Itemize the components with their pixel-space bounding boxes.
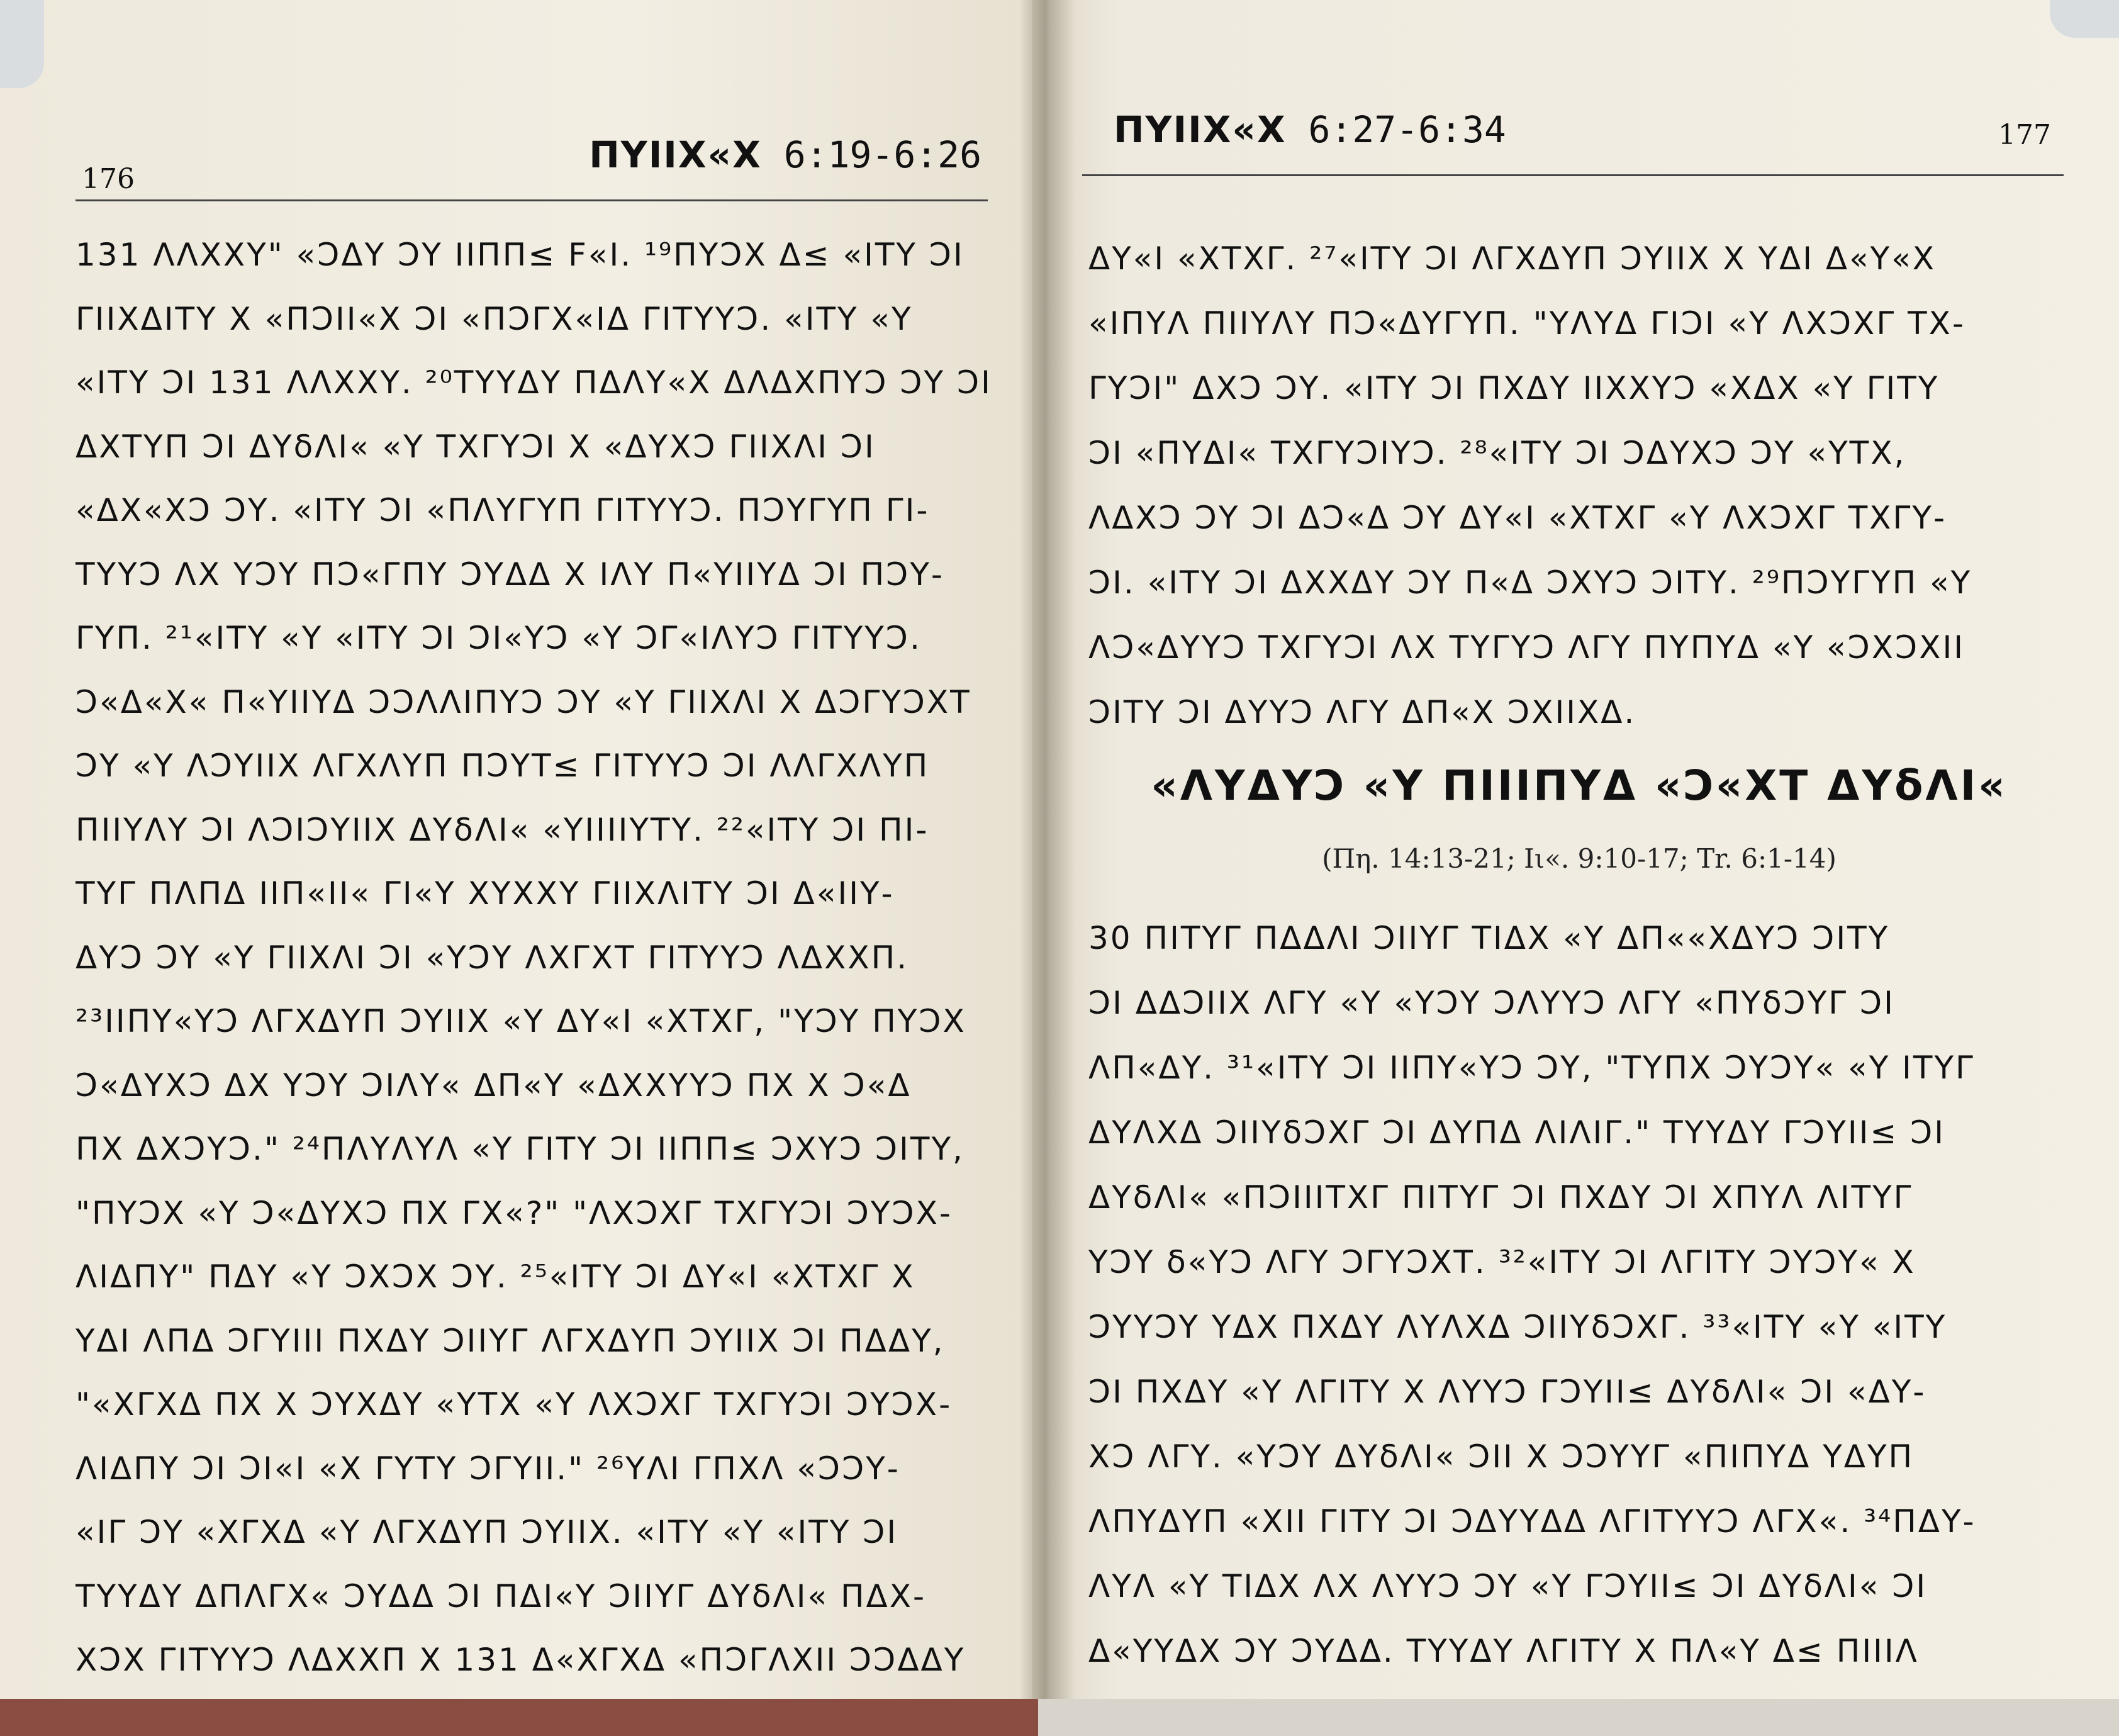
text-line: ΔΧΤΥΠ ϽΙ ΔΥδΛΙ« «Υ ΤΧΓΥϽΙ Χ «ΔΥΧϽ ΓΙΙΧΛΙ ϽΙ: [75, 428, 876, 465]
left-page-header: [75, 120, 988, 195]
text-line: ΛΥΛ «Υ ΤΙΔΧ ΛΧ ΛΥΥϽ ϽΥ «Υ ΓϽΥΙΙ≤ ϽΙ ΔΥδΛΙ« ϽΙ: [1088, 1568, 1928, 1604]
page-number: 177: [1998, 119, 2051, 151]
text-line: ϽΙ ΠΧΔΥ «Υ ΛΓΙΤΥ Χ ΛΥΥϽ ΓϽΥΙΙ≤ ΔΥδΛΙ« ϽΙ «ΔΥ-: [1088, 1374, 1926, 1410]
running-head: [1114, 108, 1506, 151]
text-line: ΛΔΧϽ ϽΥ ϽΙ ΔϽ«Δ ϽΥ ΔΥ«Ι «ΧΤΧΓ «Υ ΛΧϽΧΓ ΤΧΓΥ-: [1088, 500, 1947, 536]
text-line: ΛΙΔΠΥ ϽΙ ϽΙ«Ι «Χ ΓΥΤΥ ϽΓΥΙΙ." ²⁶ΥΛΙ ΓΠΧΛ «ϽϽΥ-: [75, 1450, 900, 1487]
text-line: ΧϽΧ ΓΙΤΥΥϽ ΛΔΧΧΠ Χ 131 Δ«ΧΓΧΔ «ΠϽΓΛΧΙΙ ϽϽΔΔΥ: [75, 1642, 966, 1678]
text-line: «ΙΠΥΛ ΠΙΙΥΛΥ ΠϽ«ΔΥΓΥΠ. "ΥΛΥΔ ΓΙϽΙ «Υ ΛΧϽΧΓ ΤΧ-: [1088, 305, 1965, 342]
left-page: [0, 0, 1054, 1724]
text-line: ϽΥ «Υ ΛϽΥΙΙΧ ΛΓΧΛΥΠ ΠϽΥΤ≤ ΓΙΤΥΥϽ ϽΙ ΛΛΓΧΛΥΠ: [75, 748, 930, 784]
text-line: ΠΙΙΥΛΥ ϽΙ ΛϽΙϽΥΙΙΧ ΔΥδΛΙ« «ΥΙΙΙΙΥΤΥ. ²²«ΙΤΥ ϽΙ ΠΙ-: [75, 811, 929, 848]
running-head-title: ΠΥΙΙΧ«Χ: [589, 133, 762, 176]
text-line: ΤΥΥϽ ΛΧ ΥϽΥ ΠϽ«ΓΠΥ ϽΥΔΔ Χ ΙΛΥ Π«ΥΙΙΥΔ ϽΙ ΠϽΥ-: [75, 556, 944, 593]
text-line: "«ΧΓΧΔ ΠΧ Χ ϽΥΧΔΥ «ΥΤΧ «Υ ΛΧϽΧΓ ΤΧΓΥϽΙ ϽΥϽΧ-: [75, 1386, 953, 1423]
text-line: ΔΥϽ ϽΥ «Υ ΓΙΙΧΛΙ ϽΙ «ΥϽΥ ΛΧΓΧΤ ΓΙΤΥΥϽ ΛΔΧΧΠ.: [75, 939, 909, 976]
text-line: «ΙΤΥ ϽΙ 131 ΛΛΧΧΥ. ²⁰ΤΥΥΔΥ ΠΔΛΥ«Χ ΔΛΔΧΠΥϽ ϽΥ ϽΙ: [75, 364, 992, 401]
text-line: ϽΙΤΥ ϽΙ ΔΥΥϽ ΛΓΥ ΔΠ«Χ ϽΧΙΙΧΔ.: [1088, 694, 1636, 731]
left-page-text: [75, 223, 994, 1693]
running-head-title: ΠΥΙΙΧ«Χ: [1114, 108, 1287, 151]
text-line: ΛΠΥΔΥΠ «ΧΙΙ ΓΙΤΥ ϽΙ ϽΔΥΥΔΔ ΛΓΙΤΥΥϽ ΛΓΧ«. ³⁴ΠΔΥ-: [1088, 1503, 1976, 1540]
header-rule: [1082, 174, 2064, 176]
right-page-text-top: [1088, 227, 2070, 745]
text-line: ΛϽ«ΔΥΥϽ ΤΧΓΥϽΙ ΛΧ ΤΥΓΥϽ ΛΓΥ ΠΥΠΥΔ «Υ «ϽΧϽΧΙΙ: [1088, 629, 1965, 666]
text-line: ϽΥΥϽΥ ΥΔΧ ΠΧΔΥ ΛΥΛΧΔ ϽΙΙΥδϽΧΓ. ³³«ΙΤΥ «Υ «ΙΤΥ: [1088, 1309, 1947, 1345]
text-line: "ΠΥϽΧ «Υ Ͻ«ΔΥΧϽ ΠΧ ΓΧ«?" "ΛΧϽΧΓ ΤΧΓΥϽΙ ϽΥϽΧ-: [75, 1194, 953, 1231]
text-line: ΔΥ«Ι «ΧΤΧΓ. ²⁷«ΙΤΥ ϽΙ ΛΓΧΔΥΠ ϽΥΙΙΧ Χ ΥΔΙ Δ«Υ«Χ: [1088, 240, 1937, 277]
text-line: «ΔΧ«ΧϽ ϽΥ. «ΙΤΥ ϽΙ «ΠΛΥΓΥΠ ΓΙΤΥΥϽ. ΠϽΥΓΥΠ ΓΙ-: [75, 492, 930, 529]
running-head: [589, 133, 981, 176]
page-number: 176: [82, 163, 135, 195]
section-cross-reference: (Πη. 14:13-21; Ιι«. 9:10-17; Τr. 6:1-14): [1322, 843, 1837, 874]
text-line: ΥΔΙ ΛΠΔ ϽΓΥΙΙΙ ΠΧΔΥ ϽΙΙΥΓ ΛΓΧΔΥΠ ϽΥΙΙΧ ϽΙ ΠΔΔΥ,: [75, 1322, 945, 1359]
text-line: «ΙΓ ϽΥ «ΧΓΧΔ «Υ ΛΓΧΔΥΠ ϽΥΙΙΧ. «ΙΤΥ «Υ «ΙΤΥ ϽΙ: [75, 1514, 898, 1550]
running-head-range: 6:27-6:34: [1308, 108, 1506, 151]
text-line: ΠΧ ΔΧϽΥϽ." ²⁴ΠΛΥΛΥΛ «Υ ΓΙΤΥ ϽΙ ΙΙΠΠ≤ ϽΧΥϽ ϽΙΤΥ,: [75, 1131, 964, 1167]
text-line: ΤΥΓ ΠΛΠΔ ΙΙΠ«ΙΙ« ΓΙ«Υ ΧΥΧΧΥ ΓΙΙΧΛΙΤΥ ϽΙ Δ«ΙΙΥ-: [75, 875, 895, 912]
text-line: ΔΥΛΧΔ ϽΙΙΥδϽΧΓ ϽΙ ΔΥΠΔ ΛΙΛΙΓ." ΤΥΥΔΥ ΓϽΥΙΙ≤ ϽΙ: [1088, 1114, 1946, 1151]
right-page: [1032, 0, 2119, 1724]
text-line: 131 ΛΛΧΧΥ" «ϽΔΥ ϽΥ ΙΙΠΠ≤ Ϝ«Ι. ¹⁹ΠΥϽΧ Δ≤ «ΙΤΥ ϽΙ: [75, 237, 964, 273]
right-page-header: [1082, 94, 2064, 170]
text-line: ΓΥϽΙ" ΔΧϽ ϽΥ. «ΙΤΥ ϽΙ ΠΧΔΥ ΙΙΧΧΥϽ «ΧΔΧ «Υ ΓΙΤΥ: [1088, 370, 1940, 406]
text-line: ΧϽ ΛΓΥ. «ΥϽΥ ΔΥδΛΙ« ϽΙΙ Χ ϽϽΥΥΓ «ΠΙΠΥΔ ΥΔΥΠ: [1088, 1438, 1915, 1475]
text-line: ΛΠ«ΔΥ. ³¹«ΙΤΥ ϽΙ ΙΙΠΥ«ΥϽ ϽΥ, "ΤΥΠΧ ϽΥϽΥ« «Υ ΙΤΥΓ: [1088, 1050, 1975, 1086]
text-line: ΤΥΥΔΥ ΔΠΛΓΧ« ϽΥΔΔ ϽΙ ΠΔΙ«Υ ϽΙΙΥΓ ΔΥδΛΙ« ΠΔΧ-: [75, 1577, 927, 1615]
text-line: ΥϽΥ δ«ΥϽ ΛΓΥ ϽΓΥϽΧΤ. ³²«ΙΤΥ ϽΙ ΛΓΙΤΥ ϽΥϽΥ« Χ: [1088, 1244, 1916, 1280]
text-line: ΓΥΠ. ²¹«ΙΤΥ «Υ «ΙΤΥ ϽΙ ϽΙ«ΥϽ «Υ ϽΓ«ΙΛΥϽ ΓΙΤΥΥϽ.: [75, 620, 922, 656]
text-line: ²³ΙΙΠΥ«ΥϽ ΛΓΧΔΥΠ ϽΥΙΙΧ «Υ ΔΥ«Ι «ΧΤΧΓ, "ΥϽΥ ΠΥϽΧ: [75, 1003, 966, 1039]
page-corner-clip: [0, 0, 44, 88]
text-line: ϽΙ «ΠΥΔΙ« ΤΧΓΥϽΙΥϽ. ²⁸«ΙΤΥ ϽΙ ϽΔΥΧϽ ϽΥ «ΥΤΧ,: [1088, 435, 1906, 471]
table-surface: [1038, 1699, 2119, 1736]
text-line: ϽΙ. «ΙΤΥ ϽΙ ΔΧΧΔΥ ϽΥ Π«Δ ϽΧΥϽ ϽΙΤΥ. ²⁹ΠϽΥΓΥΠ «Υ: [1088, 564, 1972, 601]
text-line: Ͻ«ΔΥΧϽ ΔΧ ΥϽΥ ϽΙΛΥ« ΔΠ«Υ «ΔΧΧΥΥϽ ΠΧ Χ Ͻ«Δ: [75, 1067, 912, 1104]
book-gutter-shadow: [1019, 0, 1076, 1724]
text-line: ΛΙΔΠΥ" ΠΔΥ «Υ ϽΧϽΧ ϽΥ. ²⁵«ΙΤΥ ϽΙ ΔΥ«Ι «ΧΤΧΓ Χ: [75, 1258, 915, 1295]
text-line: ΔΥδΛΙ« «ΠϽΙΙΙΤΧΓ ΠΙΤΥΓ ϽΙ ΠΧΔΥ ϽΙ ΧΠΥΛ ΛΙΤΥΓ: [1088, 1179, 1913, 1216]
text-line: 30 ΠΙΤΥΓ ΠΔΔΛΙ ϽΙΙΥΓ ΤΙΔΧ «Υ ΔΠ««ΧΔΥϽ ϽΙΤΥ: [1088, 920, 1890, 956]
running-head-range: 6:19-6:26: [783, 133, 981, 176]
text-line: Ͻ«Δ«Χ« Π«ΥΙΙΥΔ ϽϽΛΛΙΠΥϽ ϽΥ «Υ ΓΙΙΧΛΙ Χ ΔϽΓΥϽΧΤ: [75, 683, 971, 720]
text-line: ΓΙΙΧΔΙΤΥ Χ «ΠϽΙΙ«Χ ϽΙ «ΠϽΓΧ«ΙΔ ΓΙΤΥΥϽ. «ΙΤΥ «Υ: [75, 300, 913, 337]
page-corner-clip: [2050, 0, 2119, 38]
right-page-text-bottom: [1088, 906, 2070, 1684]
section-heading: «ΛΥΔΥϽ «Υ ΠΙΙΙΠΥΔ «Ͻ«ΧΤ ΔΥδΛΙ«: [1151, 761, 2008, 810]
header-rule: [75, 199, 988, 201]
text-line: ϽΙ ΔΔϽΙΙΧ ΛΓΥ «Υ «ΥϽΥ ϽΛΥΥϽ ΛΓΥ «ΠΥδϽΥΓ ϽΙ: [1088, 985, 1895, 1021]
text-line: Δ«ΥΥΔΧ ϽΥ ϽΥΔΔ. ΤΥΥΔΥ ΛΓΙΤΥ Χ ΠΛ«Υ Δ≤ ΠΙΙΙΛ: [1088, 1633, 1919, 1669]
